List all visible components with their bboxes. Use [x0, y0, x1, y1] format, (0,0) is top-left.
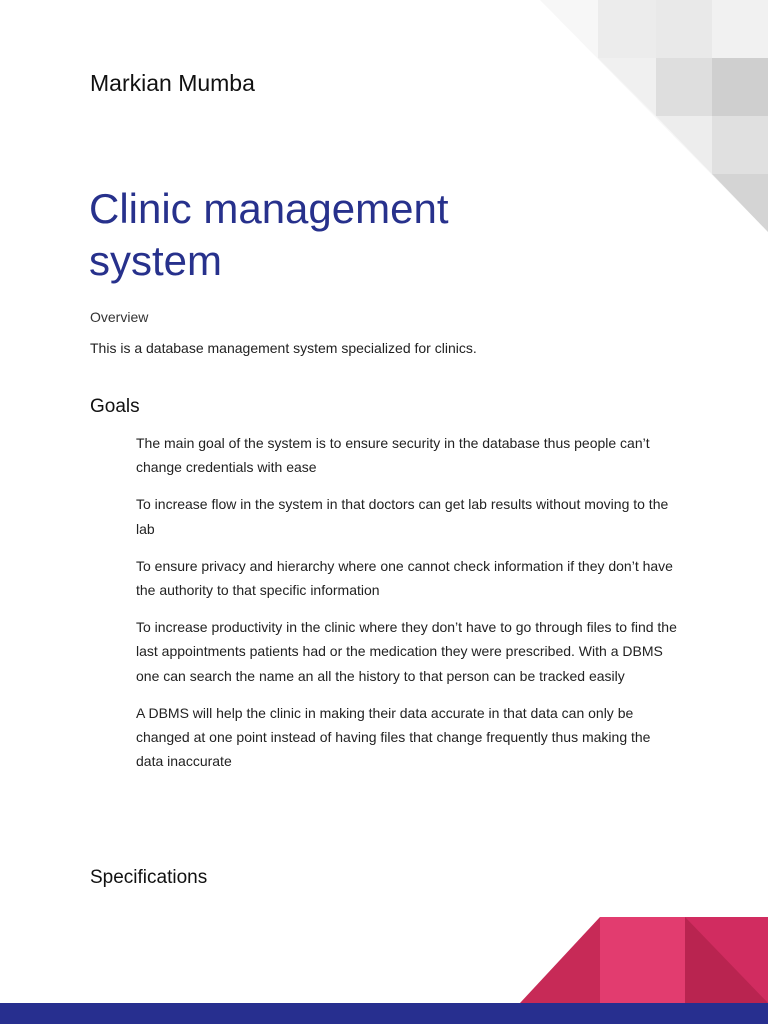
specifications-heading: Specifications — [90, 867, 208, 888]
goal-item: To increase productivity in the clinic where they don’t have to go through files to find the last appointments patients had or the medication they were prescribed. With a DBMS one can search the name an all the history to that person can be tracked easily — [136, 618, 677, 684]
author-name: Markian Mumba — [90, 70, 255, 96]
goal-item: The main goal of the system is to ensure security in the database thus people can’t change credentials with ease — [136, 435, 650, 476]
overview-label: Overview — [90, 309, 149, 325]
goals-heading: Goals — [90, 396, 140, 417]
goal-item: A DBMS will help the clinic in making their data accurate in that data can only be changed at one point instead of having files that change frequently thus making the data inaccurate — [136, 704, 651, 770]
document-title: Clinic management system — [89, 185, 449, 284]
footer-decoration — [0, 900, 768, 1024]
goals-list — [136, 431, 681, 786]
goal-item: To ensure privacy and hierarchy where one cannot check information if they don’t have the authority to that specific information — [136, 557, 673, 599]
overview-text: This is a database management system specialized for clinics. — [90, 340, 477, 356]
goal-item: To increase flow in the system in that doctors can get lab results without moving to the lab — [136, 496, 669, 537]
